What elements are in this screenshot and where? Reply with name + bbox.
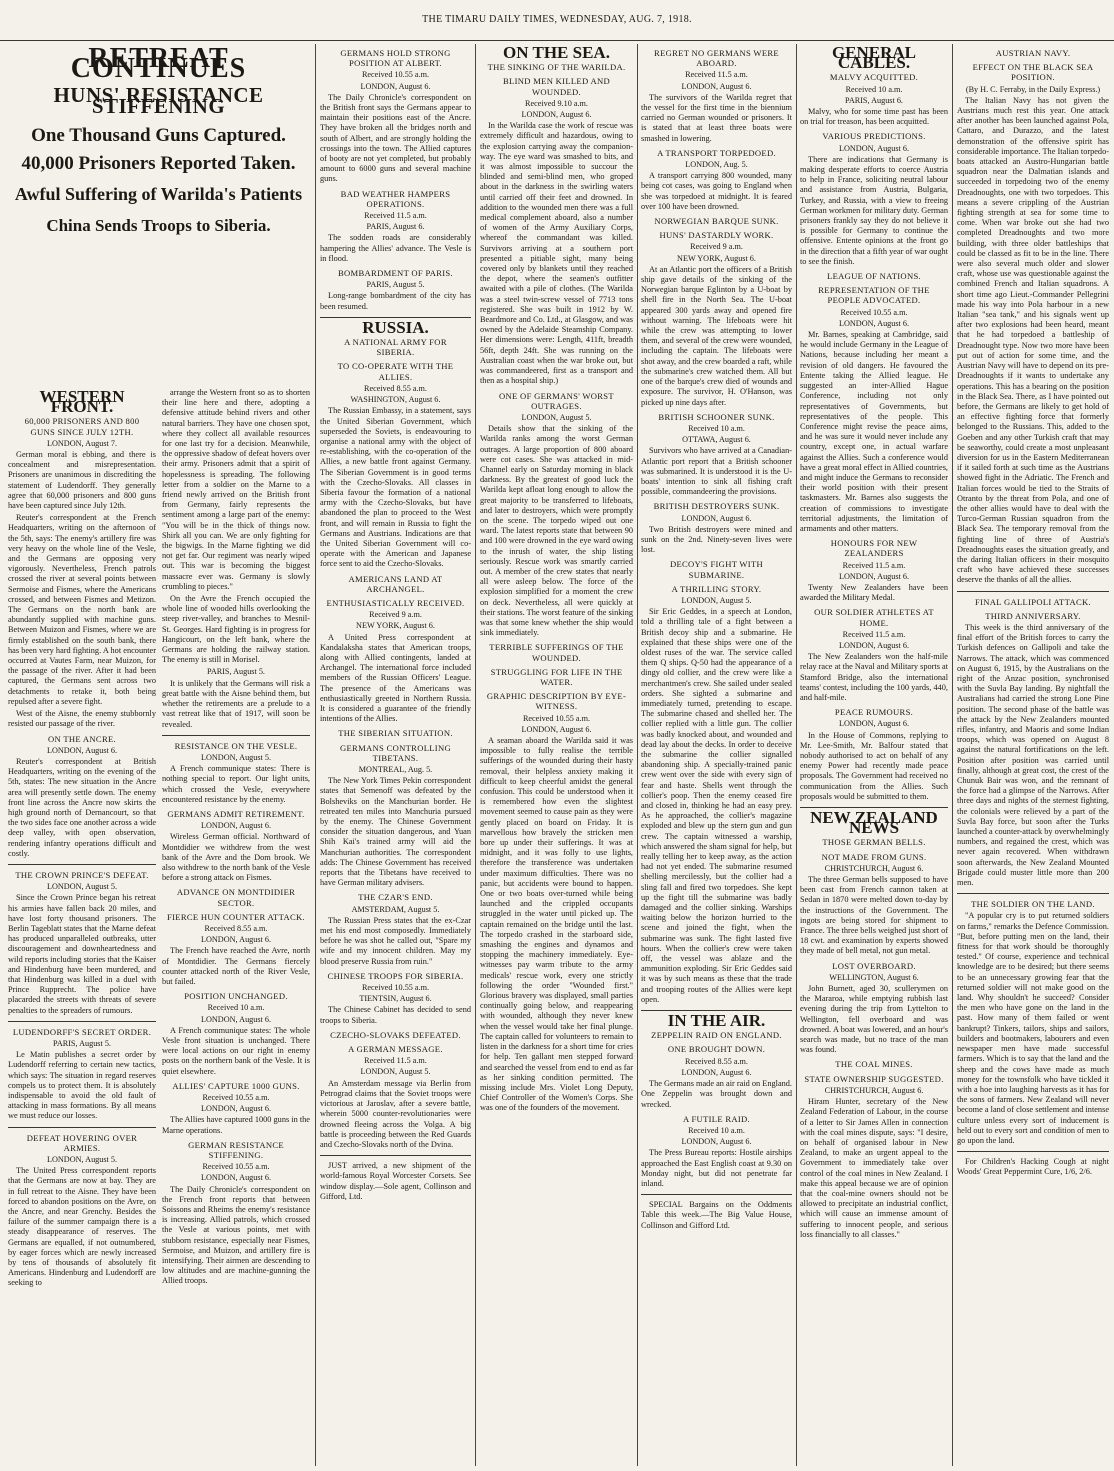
lead-column <box>6 44 311 424</box>
dateline: LONDON, August 6. <box>360 81 431 91</box>
paragraph: The Press Bureau reports: Hostile airships approached the East English coast at 9.30 on Monday night, but did not penetrate far inland. <box>641 1148 792 1188</box>
subhead: GERMANS HOLD STRONG POSITION AT ALBERT. <box>340 48 451 69</box>
dateline: CHRISTCHURCH, August 6. <box>824 863 924 873</box>
western-front-heading: WESTERN FRONT. <box>39 388 125 417</box>
dateline: Received 10 a.m. <box>688 1125 745 1135</box>
dateline: Received 10.55 a.m. <box>522 713 591 723</box>
dateline: Received 9 a.m. <box>690 242 743 252</box>
subhead: CHINESE TROOPS FOR SIBERIA. <box>327 970 464 981</box>
subhead: A TRANSPORT TORPEDOED. <box>657 147 776 158</box>
subhead: REGRET NO GERMANS WERE ABOARD. <box>654 48 779 69</box>
subhead: BAD WEATHER HAMPERS OPERATIONS. <box>340 188 451 209</box>
subhead: LOST OVERBOARD. <box>832 960 916 971</box>
paragraph: At an Atlantic port the officers of a British ship gave details of the sinking of the Norwegian barque Eglinton by a U-boat by shell fire in the North Sea. The U-boat appeared 300 yards away and opened fire without warning. The lifeboats were hit while the crew was attempting to lower them, and several of the crew were wounded, including the captain. The lifeboats were shot away, and the crew boarded a raft, while the submarine's crew watched them. All but one of the barque's crew died of wounds and exposure. The survivor, H. O'Hanson, was picked up nine days after. <box>641 264 792 407</box>
dateline: LONDON, Aug. 5. <box>685 160 748 170</box>
dateline: CHRISTCHURCH, August 6. <box>824 1085 924 1095</box>
paragraph: The Germans made an air raid on England. One Zeppelin was brought down and wrecked. <box>641 1079 792 1109</box>
byline: (By H. C. Ferraby, in the Daily Express.) <box>965 84 1101 94</box>
nz-news-heading: NEW ZEALAND NEWS <box>810 808 938 838</box>
subhead: ADVANCE ON MONTDIDIER SECTOR. <box>176 887 296 908</box>
paragraph: A French communique states: There is nothing special to report. Our light units, which crossed the Vesle, everywhere encountered resistance by the enemy. <box>162 764 310 804</box>
dateline: PARIS, August 5. <box>366 280 425 290</box>
paragraph: Sir Eric Geddes, in a speech at London, told a thrilling tale of a fight between a British decoy ship and a submarine. He explained that these ships were one of the oldest ruses of the war. The service called them Q ships. Q-50 had the appearance of a dingy old collier, and the crew were like a merchantmen's crew. She sailed under sealed orders. She sighted a submarine and immediately turned, pretending to escape. The submarine chased and shelled her. The collier replied with a little gun. The collier was badly knocked about, and wounded and dead lay about the decks. In order to deceive the submarine the collier signalled abandoning ship. A specially-trained panic crew went over the side with every sign of fear and haste. Shells went through the collier's poop. Then the enemy ceased fire and closed in, thinking he had an easy prey. As he approached, the collier's magazine exploded and blew up the stern gun and gun crew. The captain witnessed a warship, which answered the sham signal for help, but really telling her to keep away, as the action had not yet ended. The submarine resumed shelling mercilessly, but the collier had a sling fall and fired two torpedoes. She kept up the fight till the submarine was badly damaged and the collier sinking. Warships waiting below the horizon hurried to the scene and joined the fight, when the submarine was sunk. The fight lasted five hours. When the collier's crew were taken off, the vessel was ablaze and the ammunition exploding. Sir Eric Geddes said it was by such means as these that the trade and trooping routes of the Allies were kept open. <box>641 607 792 1004</box>
paragraph: Wireless German official. Northward of Montdidier we withdrew from the west bank of the Avre and the Dom brook. We also withdrew to the north bank of the Vesle before a strong attack on Fismes. <box>162 832 310 883</box>
subhead: OUR SOLDIER ATHLETES AT HOME. <box>814 607 934 628</box>
subhead: BOMBARDMENT OF PARIS. <box>338 268 453 279</box>
dateline: PARIS, August 6. <box>366 222 425 232</box>
subhead: A GERMAN MESSAGE. <box>348 1044 443 1055</box>
paragraph: "A popular cry is to put returned soldiers on farms," remarks the Defence Commission. "But, before putting men on the land, their fitness for that work should be thoroughly tested." Of course, experience and technical knowledge are to be desired; but there seems to be an unnecessary growing fear that the returned soldier will not make good on the land. Why shouldn't he succeed? Consider the men who have gone on the land in the past. How many of them failed or went bankrupt? Tinkers, tailors, ships and sailors, builders and bootmakers, labourers and even newspaper men have made successful farmers. Which is to say that the land and the sheep and the cows have made as much money for the townsfolk who have tickled it with a hoe into laughing harvests as it has for the sons of farmers. New Zealand will never become a land of close settlement and intense culture unless every sort of inducement is held out to every sort and condition of men to go upon the land. <box>957 911 1109 1145</box>
subhead: GERMAN RESISTANCE STIFFENING. <box>188 1139 284 1161</box>
subhead: THE SIBERIAN SITUATION. <box>338 728 453 739</box>
advertisement: For Children's Hacking Cough at night Woods' Great Peppermint Cure, 1/6, 2/6. <box>957 1157 1109 1177</box>
dateline: Received 10.55 a.m. <box>202 1093 270 1102</box>
paragraph: The New York Times Pekin correspondent states that Semenoff was defeated by the Bolsheviks on the Manchurian border. He retreated ten miles into Manchuria pursued by the enemy. The Chinese Government consider the situation dangerous, and Yuan Shih Kai's trained army will aid the Manchurian authorities. The correspondent adds: The Chinese Government has received reports that the Tibetans have received to have German military advisers. <box>320 776 471 888</box>
subhead: HUNS' DASTARDLY WORK. <box>659 230 774 241</box>
dateline: LONDON, August 6. <box>681 81 752 91</box>
paragraph: The Chinese Cabinet has decided to send troops to Siberia. <box>320 1005 471 1025</box>
paragraph: In the Warilda case the work of rescue was extremely difficult and hazardous, owing to the explosion carrying away the companion-way. The eye ward was smashed to bits, and it was almost impossible to succour the blinded and semi-blind men, who groped about in the darkness in the swirling waters until carried off their feet and drowned. In addition to the wounded men there was a full medical complement aboard, also a number of women of the Army Auxiliary Corps, whereof the commandant was killed. Survivors arriving at a southern port presented a pitiable sight, many being covered only by blankets until they reached the depot, where the seamen's outfitter awaited with a pile of clothes. (The Warilda was a steel twin-screw vessel of 7713 tons registered. She was built in 1912 by W. Beardmore and Co. Ltd., at Glasgow, and was owned by the Adelaide Steamship Company. Her dimensions were: Length, 411ft, breadth 56ft, depth 24ft. She was running on the Australian coast when the war broke out, but was commandeered, first as a transport and then as a hospital ship.) <box>480 121 633 386</box>
subhead: LEAGUE OF NATIONS. <box>827 271 921 282</box>
paragraph: The Allies have captured 1000 guns in the Marne operations. <box>162 1115 310 1135</box>
subhead: DEFEAT HOVERING OVER ARMIES. <box>26 1132 138 1153</box>
paragraph: The sodden roads are considerably hampering the Allies' advance. The Vesle is in flood. <box>320 233 471 263</box>
dateline: Received 11.5 a.m. <box>842 629 906 639</box>
paragraph: This week is the third anniversary of the final effort of the British forces to carry the Turkish defences on Gallipoli and take the Narrows. The attack, which was commenced on August 6, 1915, by the Australians on the right of the Anzac position, synchronised with the Suvla Bay landing. By nightfall the Australians had carried the strong Lone Pine position. The second phase of the battle was the attack by the New Zealanders mounted rifles, infantry, and Maoris and some Indian troops, which was opened on August 8 against the natural fortifications on the left. Position after position was carried until finally, although at great cost, the crest of the Chunuk Bair was won, and the remnant of the force had a glimpse of the Narrows. After three days and nights of the sternest fighting, the colonials were relieved by a part of the Suvla Bay force, but soon after the Turks launched a counter-attack by overwhelmingly numbers, and regained the crest, which was never again recovered. When withdrawn soon afterwards, the New Zealand Mounted Brigade could muster little more than 200 men. <box>957 622 1109 888</box>
headline-prisoners: 40,000 Prisoners Reported Taken. <box>21 153 296 175</box>
subhead: MALVY ACQUITTED. <box>829 72 919 83</box>
subhead: THE CROWN PRINCE'S DEFEAT. <box>15 869 149 880</box>
dateline: Received 10.55 a.m. <box>840 307 908 317</box>
dateline: Received 9 a.m. <box>369 610 422 620</box>
dateline: WELLINGTON, August 6. <box>829 972 919 982</box>
dateline: Received 10 a.m. <box>207 1003 265 1013</box>
paragraph: A seaman aboard the Warilda said it was impossible to fully realise the terrible sufferings of the wounded during their hasty removal, their helpless anxiety making it difficult to keep cheerful amidst the general confusion. This could be understood when it is remembered how even the slightest movement seemed to cause pain as they were gently placed on board on Friday. It is marvellous how bravely the stricken men bore up under their sufferings. It was at midnight, and it was folly to use lights, therefore the transference was undertaken under maximum difficulties. There was no panic, but accidents were bound to happen. One or two boats over-turned while being launched and the crippled occupants struggled in the water until picked up. The captain remained on the bridge until the last. The torpedo crashed in the starboard side, smashing the engines and dynamos and stopping the machinery immediately. Eye-witnesses pay warm tribute to the army medicals' rescue work, every one strictly following the order "Wounded first." Glorious bravery was displayed, small parties continually going below, and reappearing with wounded, although they never knew when the vessel would take her final plunge. The captain called for volunteers to remain to listen in the darkness for a short time for cries for help. Ten gallant men stepped forward and searched the vessel from end to end as far as her sinking condition permitted. The missing include Mrs. Violet Long Deputy, Chief Controller of the Women's Corps. She was one of the founders of the movement. <box>480 736 633 1113</box>
subhead: THE SOLDIER ON THE LAND. <box>971 899 1095 910</box>
russia-heading: RUSSIA. <box>362 317 429 337</box>
column-3 <box>320 44 471 1464</box>
column-2 <box>162 388 310 1464</box>
subhead: STATE OWNERSHIP SUGGESTED. <box>804 1073 944 1084</box>
dateline: LONDON, August 6. <box>838 719 910 729</box>
subhead: FINAL GALLIPOLI ATTACK. <box>975 596 1091 607</box>
dateline: Received 8.55 a.m. <box>685 1056 748 1066</box>
subhead: A NATIONAL ARMY FOR SIBERIA. <box>344 337 447 358</box>
general-cables-heading: GENERAL CABLES. <box>831 44 917 73</box>
sea-heading: ON THE SEA. <box>503 44 610 62</box>
dateline: LONDON, August 5. <box>681 595 752 605</box>
dateline: LONDON, August 6. <box>200 821 272 831</box>
dateline: Received 10 a.m. <box>845 84 903 94</box>
paragraph: Twenty New Zealanders have been awarded the Military Medal. <box>800 582 948 603</box>
subhead: BRITISH SCHOONER SUNK. <box>658 411 775 422</box>
dateline: LONDON, August 6. <box>681 513 752 523</box>
dateline: Received 11.5 a.m. <box>364 1056 427 1066</box>
headline-huns: HUNS' RESISTANCE STIFFENING <box>53 83 264 118</box>
dateline: Received 11.5 a.m. <box>842 560 906 570</box>
paragraph: Hiram Hunter, secretary of the New Zealand Federation of Labour, in the course of a letter to Sir James Allen in connection with the coal mines dispute, says: "I desire, on behalf of organised labour in New Zealand, to make an urgent appeal to the Government to immediately take over control of the coal mines in New Zealand. I make this appeal because we are of opinion that the coal-mine owners should not be allowed to precipitate an industrial conflict, which will cause an immense amount of suffering to innocent people, and serious loss financially to all classes." <box>800 1097 948 1239</box>
subhead: EFFECT ON THE BLACK SEA POSITION. <box>972 62 1094 83</box>
subhead: CZECHO-SLOVAKS DEFEATED. <box>330 1029 461 1040</box>
dateline: LONDON, August 6. <box>200 1173 272 1183</box>
paragraph: The United Press correspondent reports that the Germans are now at bay. They are in full retreat to the Aisne. They have been forced to abandon positions on the Avre, on the Ancre, and near Grenchy. Besides the failure of the summer campaign there is a steady disappearance of reserves. The Germans are equalled, if not outnumbered, by eager forces which are newly increased by tens of thousands of absolutely fit Americans. Hindenburg and Ludendorff are seeking to <box>8 1166 156 1288</box>
dateline: Received 10.55 a.m. <box>202 1162 270 1172</box>
dateline: NEW YORK, August 6. <box>677 253 756 263</box>
headline-guns: One Thousand Guns Captured. <box>31 124 286 146</box>
paragraph: It is unlikely that the Germans will risk a great battle with the Aisne behind them, but whether the retirements are a prelude to a vast retreat like that of 1917, will soon be revealed. <box>162 678 310 729</box>
subhead: ONE BROUGHT DOWN. <box>667 1044 766 1055</box>
subhead: 60,000 PRISONERS AND 800 GUNS SINCE JULY 12TH. <box>24 416 140 437</box>
subhead: THE CZAR'S END. <box>358 892 433 903</box>
paragraph: Le Matin publishes a secret order by Ludendorff referring to certain new tactics, which says: The situation in regard reserves compels us to protect them. It is absolutely indispensable to avoid the old fault of attacking in mass formations. By all means we must reduce our losses. <box>8 1050 156 1121</box>
paragraph: arrange the Western front so as to shorten their line here and there, adopting a defensive attitude behind rivers and other natural barriers. They have one chosen spot, where they collect all available resources for one last try for a decision. Meanwhile, the oppressive shadow of defeat hovers over their army. Prisoners admit that a spirit of hopelessness is spreading. The following letter from a soldier on the Marne to a friend newly arrived on the British front from Germany, fairly represents the sentiment among a large part of the enemy: "You will be in the thick of things now. Shirk all you can. We are only fighting for the bigwigs. In the Marne fighting we did not get far. Our regiment was nearly wiped out. This war is becoming the biggest massacre ever was. Germany is slowly crumbling to pieces." <box>162 388 310 591</box>
subhead: LUDENDORFF'S SECRET ORDER. <box>12 1026 152 1037</box>
paragraph: Reuter's correspondent at the French Headquarters, writing on the afternoon of the 5th, says: The enemy's artillery fire was very heavy on the whole line of the Vesle, and the Germans are opposing very vigorously. Nevertheless, French patrols crossed the river at several points between Sermoise and Fismes, where the Americans crossed, and between Fismes and Metizon. The Germans on the north bank are abundantly supplied with machine guns. Between Muizon and Fismes, where we are firmly established on the south bank, there has been very hard fighting. A hot encounter occurred at Vautes Farm, near Muizon, for the passage of the river. After it had been captured, the Germans sent across two detachments to retake it, both being repulsed after a severe fight. <box>8 513 156 706</box>
air-heading: IN THE AIR. <box>667 1011 766 1031</box>
column-5 <box>641 44 792 1464</box>
subhead: ALLIES' CAPTURE 1000 GUNS. <box>172 1080 300 1091</box>
subhead: BLIND MEN KILLED AND WOUNDED. <box>503 76 610 97</box>
dateline: Received 9.10 a.m. <box>525 98 588 108</box>
paragraph: On the Avre the French occupied the whole line of wooded hills overlooking the steep river-valley, and branches to Mesnil-St. Georges. Hard fighting is in progress for Hangicourt, on the left bank, where the Germans are holding the railway station. The enemy is still in Morisel. <box>162 594 310 665</box>
dateline: NEW YORK, August 6. <box>356 621 435 631</box>
paragraph: In the House of Commons, replying to Mr. Lee-Smith, Mr. Balfour stated that nobody authorised to act on behalf of any enemy Power had recently made peace proposals. The Government had received no communication from the Allies. Such proposals would be submitted to them. <box>800 730 948 801</box>
subhead: VARIOUS PREDICTIONS. <box>822 131 926 142</box>
subhead: NORWEGIAN BARQUE SUNK. <box>654 216 779 227</box>
paragraph: Long-range bombardment of the city has been resumed. <box>320 291 471 311</box>
subhead: STRUGGLING FOR LIFE IN THE WATER. <box>490 666 623 687</box>
subhead: A FUTILE RAID. <box>683 1113 750 1124</box>
advertisement: SPECIAL Bargains on the Oddments Table this week.—The Big Value House, Collinson and Gifford Ltd. <box>641 1200 792 1230</box>
subhead: RESISTANCE ON THE VESLE. <box>174 740 298 751</box>
subhead: DECOY'S FIGHT WITH SUBMARINE. <box>669 559 764 580</box>
dateline: Received 8.55 a.m. <box>204 923 268 933</box>
subhead: BRITISH DESTROYERS SUNK. <box>653 501 780 512</box>
dateline: TIENTSIN, August 6. <box>359 994 432 1004</box>
paragraph: A United Press correspondent at Kandalaksha states that American troops, along with Allied contingents, landed at Archangel. The international force included members of the Russian Officers' League. The presence of the Americans was enthusiastically greeted in Northern Russia. It is considered a guarantee of the friendly intentions of the Allies. <box>320 632 471 724</box>
dateline: PARIS, August 6. <box>845 95 903 105</box>
dateline: OTTAWA, August 6. <box>682 435 751 445</box>
dateline: LONDON, August 5. <box>200 752 272 762</box>
subhead: THE COAL MINES. <box>835 1059 913 1070</box>
paragraph: The Russian Press states that the ex-Czar met his end most composedly. Immediately before he was shot he called out, "Spare my wife and my innocent children. May my blood preserve Russia from ruin." <box>320 915 471 966</box>
paragraph: A transport carrying 800 wounded, many being cot cases, was going to England when she was torpedoed at midnight. It is feared over 100 have been drowned. <box>641 171 792 211</box>
dateline: LONDON, August 6. <box>838 571 910 581</box>
column-6 <box>800 44 948 1464</box>
dateline: LONDON, August 5. <box>46 1155 118 1165</box>
subhead: HONOURS FOR NEW ZEALANDERS <box>830 538 918 559</box>
advertisement: JUST arrived, a new shipment of the world-famous Royal Worcester Corsets. See window display.—Sole agent, Collinson and Gifford, Ltd. <box>320 1161 471 1201</box>
dateline: LONDON, August 5. <box>521 412 592 422</box>
paragraph: Details show that the sinking of the Warilda ranks among the worst German outrages. A large proportion of 800 aboard were cot cases. She was attacked in mid-Channel early on Saturday morning in black darkness. By the greatest of good luck the Warilda kept afloat long enough to allow the great majority to be transferred to lifeboats, and later to destroyers, which were promptly on the scene. The torpedo wiped out one ward. The latest reports state that between 90 and 100 were drowned in the eye ward owing to the inrush of water, the ship listing seriously. Rescue work was smartly carried out. A member of the crew states that nearly all were asleep below. The force of the explosion simplified for a moment the crew on deck. Nevertheless, all were quickly at their stations. The worst feature of the sinking was that some knew whether the ship would sink immediately. <box>480 424 633 638</box>
subhead: NOT MADE FROM GUNS. <box>821 851 927 862</box>
dateline: LONDON, August 6. <box>838 143 910 153</box>
paragraph: The Daily Chronicle's correspondent on the French front reports that between Soissons and Rheims the enemy's resistance is increasing. Allied patrols, which crossed the Vesle at various points, met with stubborn resistance, especially near Fismes, Sermoise, and Muizon, and artillery fire is intensifying. Their airmen are descending to low altitudes and are machine-gunning the Allied troops. <box>162 1184 310 1286</box>
paragraph: The three German bells supposed to have been cast from French cannon taken at Sedan in 1870 were melted down to-day by the instructions of the Government. The ingots are being stored for shipment to France. The three bells weighed just short of 18 cwt. and examination by experts showed they made of bell metal, not gun metal. <box>800 875 948 956</box>
dateline: Received 8.55 a.m. <box>364 383 427 393</box>
paragraph: There are indications that Germany is making desperate efforts to coerce Austria to help in France, soliciting neutral labour and assistance from Austria, Bulgaria, Turkey, and Russia, with a view to freeing German workmen for military duty. German prisoners frankly say they do not believe it is possible for Germany to continue the offensive. Entente opinions at the front go in the direction that a fifth year of war ought to see the finish. <box>800 154 948 266</box>
dateline: LONDON, August 6. <box>681 1067 752 1077</box>
subhead: AMERICANS LAND AT ARCHANGEL. <box>348 573 443 594</box>
dateline: LONDON, August 5. <box>360 1067 431 1077</box>
column-7 <box>957 44 1109 1464</box>
paragraph: The New Zealanders won the half-mile relay race at the Naval and Military sports at Stamford Bridge, also the international teams' contest, including the 100 yards, 440, and half-mile. <box>800 652 948 702</box>
masthead: THE TIMARU DAILY TIMES, WEDNESDAY, AUG. 7, 1918. <box>0 0 1114 41</box>
subhead: POSITION UNCHANGED. <box>184 991 288 1002</box>
paragraph: A French communique states: The whole Vesle front situation is unchanged. There were local actions on our right in enemy posts on the northern bank of the Vesle. It is quiet elsewhere. <box>162 1025 310 1076</box>
dateline: Received 10 a.m. <box>688 423 745 433</box>
paragraph: The French have reached the Avre, north of Montdidier. The Germans fiercely counter attacked north of the River Vesle, but failed. <box>162 946 310 986</box>
subhead: THOSE GERMAN BELLS. <box>822 837 926 848</box>
paragraph: The survivors of the Warilda regret that the vessel for the first time in the biennium carried no German wounded or prisoners. It is stated that at least three boats were smashed in lowering. <box>641 92 792 143</box>
dateline: LONDON, August 6. <box>681 1137 752 1147</box>
subhead: GRAPHIC DESCRIPTION BY EYE-WITNESS. <box>486 691 627 712</box>
dateline: LONDON, August 6. <box>838 640 910 650</box>
headline-awful: Awful Suffering of Warilda's Patients <box>14 184 303 205</box>
subhead: GERMANS CONTROLLING TIBETANS. <box>340 742 451 763</box>
subhead: ZEPPELIN RAID ON ENGLAND. <box>651 1030 782 1041</box>
dateline: LONDON, August 6. <box>46 745 118 755</box>
subhead: A THRILLING STORY. <box>671 583 762 594</box>
dateline: Received 10.55 a.m. <box>361 70 430 80</box>
subhead: FIERCE HUN COUNTER ATTACK. <box>167 911 305 922</box>
paragraph: Survivors who have arrived at a Canadian-Atlantic port report that a British schooner was submarined. It is understood it is the U-boats' intention to sink all fishing craft possible, commandeering the provisions. <box>641 446 792 497</box>
subhead: THE SINKING OF THE WARILDA. <box>487 62 626 73</box>
subhead: TERRIBLE SUFFERINGS OF THE WOUNDED. <box>489 642 624 663</box>
dateline: LONDON, August 6. <box>200 1014 272 1024</box>
subhead: TO CO-OPERATE WITH THE ALLIES. <box>337 361 454 382</box>
dateline: Received 11.5 a.m. <box>364 211 427 221</box>
dateline: PARIS, August 5. <box>207 667 265 677</box>
subhead: ON THE ANCRE. <box>48 733 116 744</box>
dateline: LONDON, August 6. <box>521 724 592 734</box>
dateline: PARIS, August 5. <box>53 1038 111 1048</box>
dateline: LONDON, August 6. <box>838 318 910 328</box>
dateline: Received 11.5 a.m. <box>685 70 748 80</box>
dateline: Received 10.55 a.m. <box>361 983 430 993</box>
paragraph: The Daily Chronicle's correspondent on the British front says the Germans appear to maintain their positions east of the Ancre. They have broken all the bridges north and south of Albert, and are strongly holding the crossings into the town. The Allied captures of booty are not yet completed, but probably amount to 6000 guns and several machine guns. <box>320 92 471 184</box>
dateline: WASHINGTON, August 6. <box>350 395 441 405</box>
paragraph: John Burnett, aged 30, scullerymen on the Mararoa, while emptying rubbish last evening during the trip from Lyttelton to Wellington, fell overboard and was drowned. A boat was lowered, and an hour's search was made, but no trace of the man was found. <box>800 984 948 1055</box>
dateline: LONDON, August 6. <box>521 110 592 120</box>
subhead: REPRESENTATION OF THE PEOPLE ADVOCATED. <box>818 285 930 306</box>
column-1 <box>8 388 156 1464</box>
paragraph: Since the Crown Prince began his retreat his armies have fallen back 20 miles, and have lost forty thousand prisoners. The Berlin Tageblatt states that the Marne defeat has produced unparalleled outbreaks, utter discouragement and downheartedness and wild reports including stories that the Kaiser and Hindenburg have been murdered, and that Hindenburg was killed in a duel with Prince Rupprecht. The police have placarded the streets with threats of severe penalties to the spreaders of rumours. <box>8 893 156 1015</box>
headline-retreat: RETREAT CONTINUES <box>70 44 247 85</box>
paragraph: The Russian Embassy, in a statement, says the United Siberian Government, which superseded the Soviets, is endeavouring to organise a national army with the object of re-establishing, with the co-operation of the Allies, a new battle front against Germany. The Siberian Government is in good terms with the Czecho-Slovaks. All classes in Siberia favour the formation of a national army with the Czecho-Slovaks, but have abandoned the plan to proceed to the West front, and will remain in Russia to fight the Germans and Austrians. Indications are that the United Siberian Government will co-operate with the American and Japanese force sent to aid the Czecho-Slovaks. <box>320 406 471 569</box>
subhead: AUSTRIAN NAVY. <box>995 48 1071 58</box>
paragraph: German moral is ebbing, and there is concealment and misrepresentation. Prisoners are unanimous in discrediting the statement of Ludendorff. They generally agree that 60,000 prisoners and 800 guns have been captured since July 12th. <box>8 450 156 511</box>
paragraph: Malvy, who for some time past has been on trial for treason, has been acquitted. <box>800 107 948 127</box>
column-4 <box>480 44 633 1464</box>
paragraph: Mr. Barnes, speaking at Cambridge, said he would include Germany in the League of Nations, because including her meant a revision of old dangers. He favoured the Entente taking the Allied league. He suggested an inter-Allied Hague Conference, including not only representatives of Governments, but representatives of the people. This Conference might revise the peace aims, and he was sure it would never include any country, except one, in actual warfare against the Allies. Such a conference would have a great moral effect in Allied countries, and might induce the Germans to reconsider their world position with their present taskmasters. Mr. Barnes also suggests the creation of commissions to investigate territorial adjustments, the limitation of armaments and other matters. <box>800 330 948 533</box>
headline-china: China Sends Troops to Siberia. <box>46 216 271 236</box>
subhead: THIRD ANNIVERSARY. <box>985 610 1081 621</box>
dateline: LONDON, August 6. <box>200 935 272 945</box>
subhead: PEACE RUMOURS. <box>834 707 914 718</box>
subhead: GERMANS ADMIT RETIREMENT. <box>167 808 305 819</box>
paragraph: The Italian Navy has not given the Austrians much rest this year. One attack after another has been launched against Pola, Cattaro, and Durazzo, and the latest demonstration of the offensive spirit has considerable importance. The Italian torpedo-boats attacked an Austro-Hungarian battle squadron near the Dalmatian islands and succeeded in torpedoing two of the enemy Dreadnoughts, one with two torpedoes. This means a severe crippling of the Austrian fighting strength at sea for some time to come. When war broke out she had two completed Dreadnoughts and two more building, with three older battleships that could be classed as fit to be in the line. There were also several much older and slower craft, whose use was questionable against the combined French and Italian squadrons. A short time ago Lieut.-Commander Pellegrini made his way into Pola harbour in a new Italian "sea tank," and his signals went up after two explosions had been heard, meant that he had torpedoed a battleship of Dreadnought type. Now two more have been put out of action for some time, and the Austrian Navy will have to depend on its pre-Dreadnoughts if it wants to undertake any operations. This has a bearing on the position in the Black Sea. There, as I have pointed out before, the Germans are likely to get hold of an effective fighting force that formerly belonged to the Russians. This, added to the Goeben and any other Turkish craft that may be seaworthy, could create a most unpleasant diversion for us in the Eastern Mediterranean if it sailed forth at such time as the Austrians showed fight in the Adriatic. The French and Italian forces would be tied to the Straits of Otranto by the threat from Pola, and one of the other allies would have to deal with the Turco-German Russian squadron from the Black Sea. The temporary removal from the fighting line of three of Austria's Dreadnoughts eases the situation greatly, and the daring Italian officers in their mosquito craft who have achieved these successes deserve the thanks of all the allies. <box>957 95 1109 585</box>
subhead: ENTHUSIASTICALLY RECEIVED. <box>326 597 465 608</box>
dateline: LONDON, August 6. <box>200 1104 272 1114</box>
paragraph: Two British destroyers were mined and sunk on the 2nd. Ninety-seven lives were lost. <box>641 524 792 555</box>
subhead: ONE OF GERMANS' WORST OUTRAGES. <box>499 390 614 411</box>
dateline: LONDON, August 5. <box>46 882 118 892</box>
dateline: LONDON, August 7. <box>46 438 118 448</box>
paragraph: An Amsterdam message via Berlin from Petrograd claims that the Soviet troops were victorious at Jaroslav, after a severe battle, wherein 5000 counter-revolutionaries were drowned fleeing across the Volga. A big battle is proceeding between the Red Guards and Czecho-Slovaks north of the Dvina. <box>320 1078 471 1149</box>
paragraph: West of the Aisne, the enemy stubbornly resisted our passage of the river. <box>8 709 156 729</box>
paragraph: Reuter's correspondent at British Headquarters, writing on the evening of the 5th, states: The new situation in the Ancre area will presently settle down. The enemy front line across the Ancre now skirts the high ground north of Dernancourt, so that the two sides face one another across a wide deep valley, with open observation, rendering infantry operations difficult and costly. <box>8 756 156 858</box>
dateline: AMSTERDAM, August 5. <box>351 904 440 914</box>
dateline: MONTREAL, Aug. 5. <box>358 765 433 774</box>
